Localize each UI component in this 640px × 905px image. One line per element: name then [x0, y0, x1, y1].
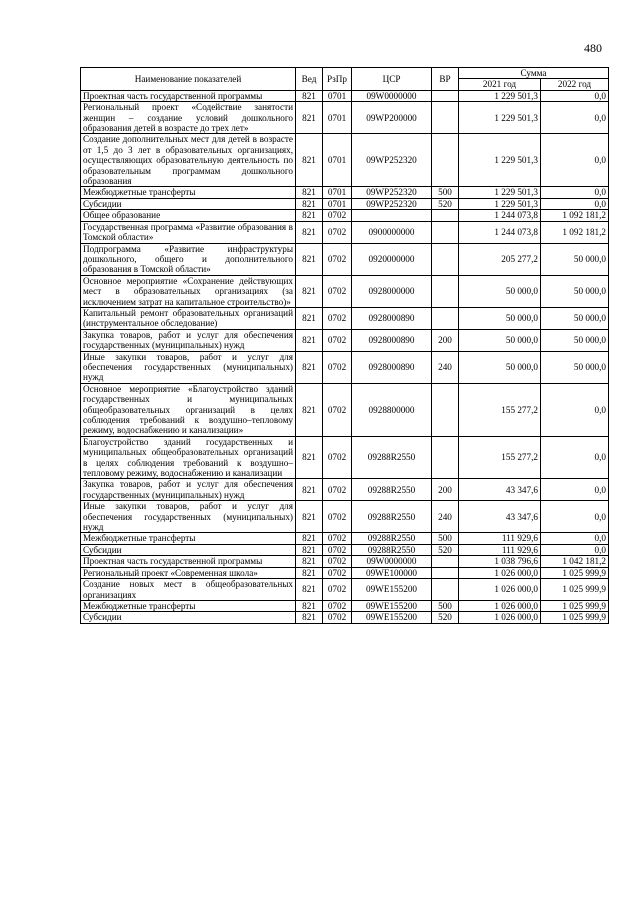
- row-sum-2022: 0,0: [541, 134, 609, 187]
- row-vr: 500: [432, 187, 459, 198]
- row-ved: 821: [296, 479, 323, 501]
- header-sum: Сумма: [459, 68, 609, 79]
- row-ved: 821: [296, 329, 323, 351]
- row-ved: 821: [296, 102, 323, 134]
- row-csr: 0920000000: [352, 243, 432, 275]
- table-row: [81, 533, 609, 544]
- table-row: [81, 102, 609, 134]
- header-2022: 2022 год: [541, 79, 609, 90]
- row-sum-2022: 0,0: [541, 102, 609, 134]
- row-vr: [432, 275, 459, 307]
- row-rzpr: 0702: [323, 544, 352, 555]
- row-ved: 821: [296, 579, 323, 601]
- row-sum-2021: 1 026 000,0: [459, 579, 541, 601]
- row-name: Региональный проект «Современная школа»: [81, 567, 296, 578]
- row-sum-2022: 0,0: [541, 383, 609, 436]
- row-rzpr: 0702: [323, 307, 352, 329]
- table-row: [81, 221, 609, 243]
- row-rzpr: 0701: [323, 134, 352, 187]
- table-row: [81, 187, 609, 198]
- table-body: [81, 90, 609, 623]
- row-name: Закупка товаров, работ и услуг для обеспечения государственных (муниципальных) нужд: [81, 479, 296, 501]
- row-sum-2021: 1 026 000,0: [459, 567, 541, 578]
- row-sum-2021: 1 229 501,3: [459, 102, 541, 134]
- table-row: [81, 436, 609, 479]
- row-vr: [432, 556, 459, 567]
- row-ved: 821: [296, 501, 323, 533]
- row-rzpr: 0702: [323, 275, 352, 307]
- row-sum-2021: 111 929,6: [459, 533, 541, 544]
- row-sum-2022: 50 000,0: [541, 243, 609, 275]
- row-rzpr: 0702: [323, 579, 352, 601]
- row-name: Межбюджетные трансферты: [81, 533, 296, 544]
- row-ved: 821: [296, 187, 323, 198]
- row-name: Общее образование: [81, 210, 296, 221]
- table-row: [81, 579, 609, 601]
- row-ved: 821: [296, 198, 323, 209]
- row-sum-2022: 0,0: [541, 90, 609, 101]
- row-rzpr: 0702: [323, 329, 352, 351]
- row-csr: 09WE100000: [352, 567, 432, 578]
- row-ved: 821: [296, 210, 323, 221]
- header-name: Наименование показателей: [81, 68, 296, 91]
- row-ved: 821: [296, 544, 323, 555]
- row-sum-2021: 1 244 073,8: [459, 221, 541, 243]
- row-rzpr: 0701: [323, 198, 352, 209]
- row-vr: [432, 383, 459, 436]
- page-number: 480: [584, 41, 602, 55]
- table-row: [81, 329, 609, 351]
- row-ved: 821: [296, 275, 323, 307]
- row-rzpr: 0701: [323, 90, 352, 101]
- row-csr: 0928000890: [352, 329, 432, 351]
- row-sum-2022: 50 000,0: [541, 307, 609, 329]
- row-ved: 821: [296, 556, 323, 567]
- row-sum-2021: 1 038 796,6: [459, 556, 541, 567]
- row-csr: 09288R2550: [352, 436, 432, 479]
- row-name: Государственная программа «Развитие образования в Томской области»: [81, 221, 296, 243]
- row-vr: [432, 567, 459, 578]
- header-ved: Вед: [296, 68, 323, 91]
- row-vr: 520: [432, 544, 459, 555]
- row-rzpr: 0702: [323, 612, 352, 623]
- row-vr: [432, 221, 459, 243]
- row-sum-2021: 1 229 501,3: [459, 134, 541, 187]
- row-ved: 821: [296, 600, 323, 611]
- row-ved: 821: [296, 221, 323, 243]
- row-rzpr: 0702: [323, 210, 352, 221]
- row-rzpr: 0701: [323, 102, 352, 134]
- row-ved: 821: [296, 383, 323, 436]
- row-sum-2021: 1 229 501,3: [459, 90, 541, 101]
- row-vr: 200: [432, 329, 459, 351]
- row-name: Создание новых мест в общеобразовательных организациях: [81, 579, 296, 601]
- row-vr: [432, 307, 459, 329]
- table-row: [81, 90, 609, 101]
- row-sum-2022: 1 092 181,2: [541, 210, 609, 221]
- row-vr: 500: [432, 533, 459, 544]
- row-ved: 821: [296, 436, 323, 479]
- row-vr: 240: [432, 501, 459, 533]
- row-sum-2021: 1 229 501,3: [459, 198, 541, 209]
- row-ved: 821: [296, 307, 323, 329]
- row-rzpr: 0702: [323, 556, 352, 567]
- row-sum-2021: 1 026 000,0: [459, 600, 541, 611]
- row-csr: 09WP252320: [352, 198, 432, 209]
- row-sum-2021: 111 929,6: [459, 544, 541, 555]
- row-csr: 09WP252320: [352, 187, 432, 198]
- row-name: Проектная часть государственной программы: [81, 90, 296, 101]
- table-row: [81, 612, 609, 623]
- row-ved: 821: [296, 351, 323, 383]
- row-ved: 821: [296, 612, 323, 623]
- table-row: [81, 307, 609, 329]
- row-sum-2022: 0,0: [541, 533, 609, 544]
- budget-table: [80, 67, 609, 624]
- row-vr: 520: [432, 198, 459, 209]
- row-vr: [432, 243, 459, 275]
- row-ved: 821: [296, 567, 323, 578]
- row-sum-2021: 50 000,0: [459, 351, 541, 383]
- header-csr: ЦСР: [352, 68, 432, 91]
- row-sum-2022: 1 025 999,9: [541, 579, 609, 601]
- row-rzpr: 0702: [323, 600, 352, 611]
- row-sum-2021: 155 277,2: [459, 383, 541, 436]
- row-vr: [432, 134, 459, 187]
- row-csr: 09WE155200: [352, 612, 432, 623]
- row-rzpr: 0702: [323, 351, 352, 383]
- row-name: Иные закупки товаров, работ и услуг для обеспечения государственных (муниципальных) нужд: [81, 501, 296, 533]
- row-name: Иные закупки товаров, работ и услуг для обеспечения государственных (муниципальных) нужд: [81, 351, 296, 383]
- row-name: Региональный проект «Содействие занятости женщин – создание условий дошкольного образования детей в возрасте до трех лет»: [81, 102, 296, 134]
- row-vr: [432, 90, 459, 101]
- table-row: [81, 383, 609, 436]
- row-csr: 09W0000000: [352, 556, 432, 567]
- row-sum-2021: 1 244 073,8: [459, 210, 541, 221]
- header-rzpr: РзПр: [323, 68, 352, 91]
- row-name: Создание дополнительных мест для детей в возрасте от 1,5 до 3 лет в образовательных организациях, осуществляющих образовательную деятельность по образовательным программам дошкольного образования: [81, 134, 296, 187]
- table-row: [81, 275, 609, 307]
- row-name: Межбюджетные трансферты: [81, 187, 296, 198]
- row-csr: 0928000000: [352, 275, 432, 307]
- row-sum-2022: 1 025 999,9: [541, 612, 609, 623]
- row-sum-2022: 50 000,0: [541, 351, 609, 383]
- table-row: [81, 479, 609, 501]
- row-rzpr: 0702: [323, 533, 352, 544]
- row-sum-2022: 50 000,0: [541, 329, 609, 351]
- row-csr: [352, 210, 432, 221]
- row-name: Субсидии: [81, 612, 296, 623]
- row-vr: [432, 102, 459, 134]
- row-csr: 09WE155200: [352, 600, 432, 611]
- row-csr: 0928000890: [352, 351, 432, 383]
- row-vr: [432, 436, 459, 479]
- row-csr: 0928000890: [352, 307, 432, 329]
- row-vr: 200: [432, 479, 459, 501]
- row-sum-2022: 1 042 181,2: [541, 556, 609, 567]
- row-csr: 09W0000000: [352, 90, 432, 101]
- row-sum-2021: 50 000,0: [459, 329, 541, 351]
- row-name: Субсидии: [81, 544, 296, 555]
- row-sum-2021: 1 026 000,0: [459, 612, 541, 623]
- row-sum-2021: 155 277,2: [459, 436, 541, 479]
- row-sum-2022: 1 092 181,2: [541, 221, 609, 243]
- row-name: Капитальный ремонт образовательных организаций (инструментальное обследование): [81, 307, 296, 329]
- row-sum-2021: 43 347,6: [459, 501, 541, 533]
- row-sum-2022: 0,0: [541, 544, 609, 555]
- row-rzpr: 0701: [323, 187, 352, 198]
- row-name: Благоустройство зданий государственных и муниципальных общеобразовательных организаций в целях соблюдения требований к воздушно–тепловому режиму, водоснабжению и канализации: [81, 436, 296, 479]
- row-sum-2022: 0,0: [541, 501, 609, 533]
- row-rzpr: 0702: [323, 221, 352, 243]
- row-ved: 821: [296, 533, 323, 544]
- table-row: [81, 210, 609, 221]
- row-csr: 09WP200000: [352, 102, 432, 134]
- row-vr: 240: [432, 351, 459, 383]
- table-row: [81, 544, 609, 555]
- table-row: [81, 556, 609, 567]
- row-sum-2022: 0,0: [541, 436, 609, 479]
- row-name: Субсидии: [81, 198, 296, 209]
- row-sum-2022: 0,0: [541, 187, 609, 198]
- table-row: [81, 600, 609, 611]
- table-row: [81, 501, 609, 533]
- row-sum-2021: 50 000,0: [459, 307, 541, 329]
- row-name: Основное мероприятие «Благоустройство зданий государственных и муниципальных общеобразовательных организаций в целях соблюдения требований к воздушно–тепловому режиму, водоснабжению и канализации»: [81, 383, 296, 436]
- row-vr: [432, 579, 459, 601]
- row-ved: 821: [296, 134, 323, 187]
- row-csr: 09288R2550: [352, 533, 432, 544]
- row-name: Подпрограмма «Развитие инфраструктуры дошкольного, общего и дополнительного образования в Томской области»: [81, 243, 296, 275]
- row-ved: 821: [296, 90, 323, 101]
- row-sum-2021: 43 347,6: [459, 479, 541, 501]
- row-name: Проектная часть государственной программы: [81, 556, 296, 567]
- row-csr: 0928800000: [352, 383, 432, 436]
- row-rzpr: 0702: [323, 501, 352, 533]
- row-vr: [432, 210, 459, 221]
- header-2021: 2021 год: [459, 79, 541, 90]
- row-sum-2022: 1 025 999,9: [541, 567, 609, 578]
- row-name: Закупка товаров, работ и услуг для обеспечения государственных (муниципальных) нужд: [81, 329, 296, 351]
- row-csr: 09WE155200: [352, 579, 432, 601]
- row-sum-2022: 1 025 999,9: [541, 600, 609, 611]
- row-name: Межбюджетные трансферты: [81, 600, 296, 611]
- table-row: [81, 567, 609, 578]
- row-sum-2022: 0,0: [541, 198, 609, 209]
- row-rzpr: 0702: [323, 436, 352, 479]
- row-vr: 500: [432, 600, 459, 611]
- row-sum-2022: 50 000,0: [541, 275, 609, 307]
- row-rzpr: 0702: [323, 383, 352, 436]
- row-sum-2021: 1 229 501,3: [459, 187, 541, 198]
- table-row: [81, 243, 609, 275]
- header-vr: ВР: [432, 68, 459, 91]
- table-row: [81, 134, 609, 187]
- row-csr: 09WP252320: [352, 134, 432, 187]
- row-csr: 09288R2550: [352, 544, 432, 555]
- row-sum-2021: 205 277,2: [459, 243, 541, 275]
- table-row: [81, 198, 609, 209]
- row-rzpr: 0702: [323, 479, 352, 501]
- row-csr: 0900000000: [352, 221, 432, 243]
- row-csr: 09288R2550: [352, 501, 432, 533]
- row-csr: 09288R2550: [352, 479, 432, 501]
- row-rzpr: 0702: [323, 567, 352, 578]
- row-sum-2022: 0,0: [541, 479, 609, 501]
- header-row: [81, 68, 609, 79]
- row-rzpr: 0702: [323, 243, 352, 275]
- row-ved: 821: [296, 243, 323, 275]
- table-row: [81, 351, 609, 383]
- row-sum-2021: 50 000,0: [459, 275, 541, 307]
- row-vr: 520: [432, 612, 459, 623]
- row-name: Основное мероприятие «Сохранение действующих мест в образовательных организациях (за исключением затрат на капитальное строительство)»: [81, 275, 296, 307]
